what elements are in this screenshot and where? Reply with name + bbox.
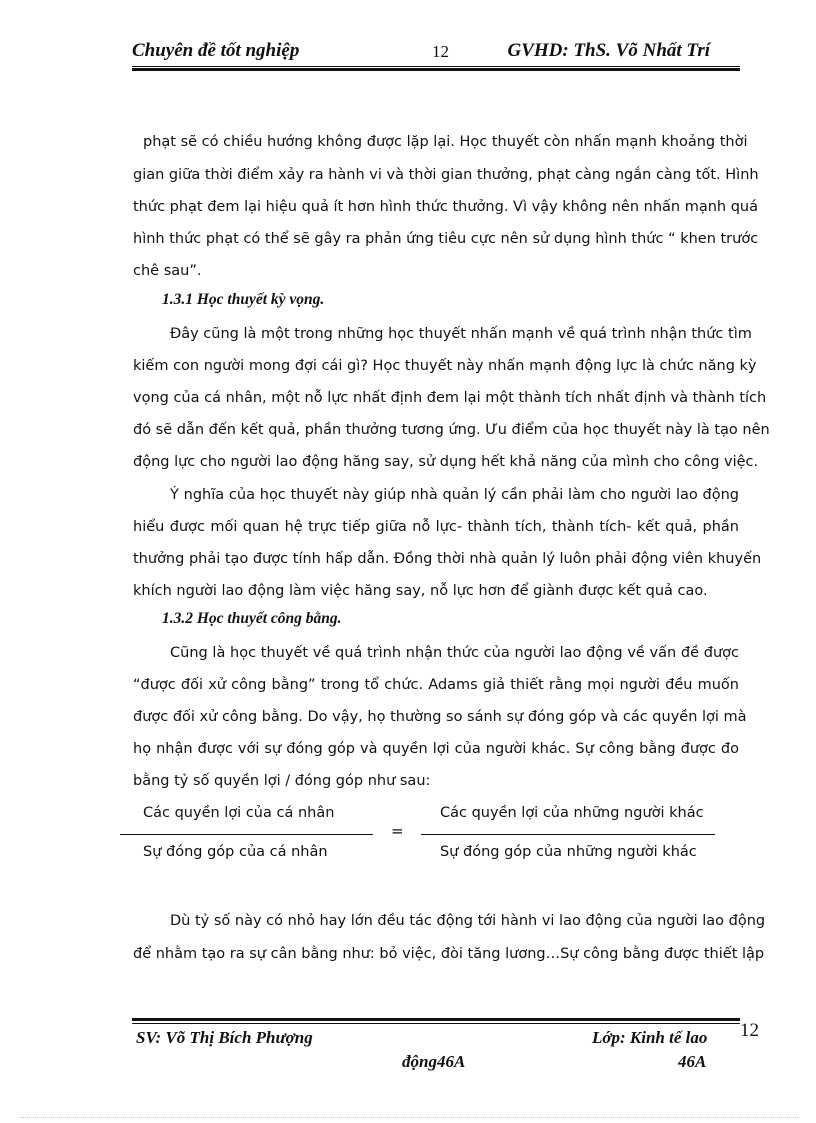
footer-student: SV: Võ Thị Bích Phượng: [136, 1028, 313, 1047]
text-line: chê sau”.: [133, 263, 202, 279]
text-line: phạt sẽ có chiều hướng không được lặp lại. Học thuyết còn nhấn mạnh khoảng thời: [143, 134, 748, 150]
text-line: đó sẽ dẫn đến kết quả, phần thưởng tương ứng. Ưu điểm của học thuyết này là tạo nên: [133, 422, 770, 438]
text-line: “được đối xử công bằng” trong tổ chức. Adams giả thiết rằng mọi người đều muốn: [133, 677, 739, 693]
text-line: khích người lao động làm việc hăng say, nỗ lực hơn để giành được kết quả cao.: [133, 583, 708, 599]
text-line: hình thức phạt có thể sẽ gây ra phản ứng tiêu cực nên sử dụng hình thức “ khen trước: [133, 231, 759, 247]
text-line: họ nhận được với sự đóng góp và quyền lợi của người khác. Sự công bằng được đo: [133, 741, 739, 757]
text-line: thưởng phải tạo được tính hấp dẫn. Đồng thời nhà quản lý luôn phải động viên khuyến: [133, 551, 762, 567]
footer-class: Lớp: Kinh tế lao: [592, 1028, 708, 1047]
header-advisor: GVHD: ThS. Võ Nhất Trí: [507, 40, 710, 61]
header-rule-thin: [132, 66, 740, 67]
header-page-number: 12: [432, 42, 449, 61]
text-line: kiếm con người mong đợi cái gì? Học thuyết này nhấn mạnh động lực là chức năng kỳ: [133, 358, 757, 374]
text-line: Đây cũng là một trong những học thuyết nhấn mạnh về quá trình nhận thức tìm: [170, 326, 752, 342]
side-page-number: 12: [740, 1020, 759, 1041]
formula-right-numerator: Các quyền lợi của những người khác: [440, 805, 704, 821]
formula-left-numerator: Các quyền lợi của cá nhân: [143, 805, 335, 821]
footer-rule-thick: [132, 1018, 740, 1021]
formula-right-denominator: Sự đóng góp của những người khác: [440, 844, 697, 860]
formula-right-bar: [421, 834, 715, 835]
text-line: hiểu được mối quan hệ trực tiếp giữa nỗ lực- thành tích, thành tích- kết quả, phần: [133, 519, 739, 535]
section-heading-1-3-1: 1.3.1 Học thuyết kỳ vọng.: [162, 291, 325, 308]
header-title: Chuyên đề tốt nghiệp: [132, 40, 300, 61]
text-line: Cũng là học thuyết về quá trình nhận thức của người lao động về vấn đề được: [170, 645, 739, 661]
text-line: vọng của cá nhân, một nỗ lực nhất định đem lại một thành tích nhất định và thành tích: [133, 390, 767, 406]
text-line: bằng tỷ số quyền lợi / đóng góp như sau:: [133, 773, 431, 789]
header-rule-thick: [132, 68, 740, 71]
text-line: gian giữa thời điểm xảy ra hành vi và thời gian thưởng, phạt càng ngắn càng tốt. Hình: [133, 167, 759, 183]
formula-left-bar: [120, 834, 373, 835]
footer-class-cont: động46A: [402, 1052, 466, 1071]
footer-rule-thin: [132, 1023, 740, 1024]
formula-left-denominator: Sự đóng góp của cá nhân: [143, 844, 328, 860]
text-line: Dù tỷ số này có nhỏ hay lớn đều tác động tới hành vi lao động của người lao động: [170, 913, 766, 929]
text-line: được đối xử công bằng. Do vậy, họ thường so sánh sự đóng góp và các quyền lợi mà: [133, 709, 747, 725]
section-heading-1-3-2: 1.3.2 Học thuyết công bằng.: [162, 610, 342, 627]
text-line: động lực cho người lao động hăng say, sử dụng hết khả năng của mình cho công việc.: [133, 454, 759, 470]
text-line: thức phạt đem lại hiệu quả ít hơn hình thức thưởng. Vì vậy không nên nhấn mạnh quá: [133, 199, 758, 215]
footer-class-code: 46A: [678, 1052, 707, 1071]
page-bottom-border: [20, 1117, 800, 1118]
text-line: để nhằm tạo ra sự cân bằng như: bỏ việc, đòi tăng lương…Sự công bằng được thiết lập: [133, 946, 765, 962]
text-line: Ý nghĩa của học thuyết này giúp nhà quản lý cần phải làm cho người lao động: [170, 487, 739, 503]
formula-equals: =: [391, 822, 404, 840]
